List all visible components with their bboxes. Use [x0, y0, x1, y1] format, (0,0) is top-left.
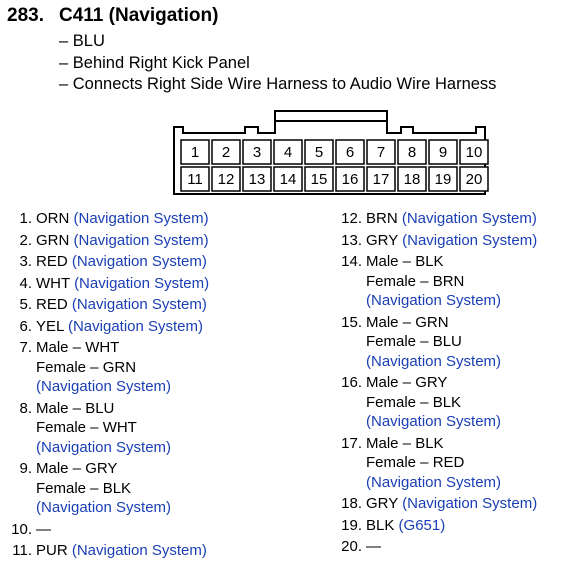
pin-entry-number: 17. [341, 434, 362, 452]
pin-entry [7, 317, 209, 337]
wire-color: GRY [366, 495, 398, 512]
wire-color: BLK [366, 516, 395, 534]
female-wire-color: Female – BLU [366, 333, 462, 350]
pin-number-label: 6 [345, 144, 355, 161]
pin-entry-number: 15. [341, 313, 362, 331]
wire-color: RED [36, 253, 68, 270]
female-wire-color: Female – WHT [36, 419, 137, 436]
system-link[interactable]: (Navigation System) [366, 413, 502, 430]
system-link[interactable]: (Navigation System) [366, 352, 502, 370]
pin-entry-number: 20. [341, 538, 362, 555]
pin-number-label: 9 [438, 144, 448, 161]
connector-details [59, 31, 496, 96]
system-link[interactable]: (Navigation System) [71, 253, 207, 270]
system-link[interactable]: (Navigation System) [401, 210, 537, 227]
wire-color: WHT [36, 274, 70, 292]
pin-number-label: 2 [221, 144, 231, 161]
pin-entry-number: 11. [12, 542, 32, 559]
pin-entry-number: 2. [19, 231, 32, 249]
pin-entry-number: 9. [19, 460, 32, 477]
pin-number-label: 12 [217, 171, 235, 188]
pin-entry-number: 4. [19, 274, 32, 292]
pin-entry-number: 10. [11, 520, 32, 538]
wire-color: — [36, 520, 51, 538]
pin-entry [7, 231, 209, 251]
female-wire-color: Female – RED [366, 454, 465, 471]
pin-entry [7, 209, 209, 229]
pin-entry-number: 18. [341, 495, 362, 512]
female-wire-color: Female – BLK [36, 479, 132, 497]
pin-list-left [7, 209, 209, 563]
pin-entry-number: 16. [341, 374, 362, 391]
pin-entry [7, 541, 209, 561]
pin-number-label: 14 [279, 171, 297, 188]
pin-entry [7, 399, 209, 458]
detail-connects: – Connects Right Side Wire Harness to Audio Wire Harness [59, 75, 497, 93]
pin-entry [337, 494, 537, 514]
system-link[interactable]: (Navigation System) [366, 292, 502, 309]
pin-number-label: 7 [376, 144, 386, 161]
pin-entry [7, 338, 209, 397]
wire-color: RED [36, 296, 68, 313]
pin-number-label: 16 [341, 171, 359, 188]
female-wire-color: Female – GRN [36, 358, 137, 376]
pin-entry [337, 313, 537, 372]
system-link[interactable]: (Navigation System) [73, 210, 209, 227]
system-link[interactable]: (Navigation System) [74, 274, 210, 292]
pin-number-label: 11 [187, 171, 203, 188]
pin-number-label: 17 [372, 171, 390, 188]
male-wire-color: Male – GRY [366, 374, 448, 391]
pin-number-label: 3 [252, 144, 262, 161]
pin-entry [337, 231, 537, 251]
pin-entry-number: 3. [19, 253, 32, 270]
detail-location: – Behind Right Kick Panel [59, 53, 250, 72]
male-wire-color: Male – GRN [366, 313, 449, 331]
system-link[interactable]: (Navigation System) [402, 495, 538, 512]
section-number: 283. [7, 5, 44, 26]
pin-number-label: 15 [310, 171, 328, 188]
pin-entry [7, 459, 209, 518]
system-link[interactable]: (G651) [398, 516, 446, 534]
pin-entry-number: 1. [19, 210, 32, 227]
pin-number-label: 19 [434, 171, 452, 188]
system-link[interactable]: (Navigation System) [71, 542, 207, 559]
pin-number-label: 5 [314, 144, 324, 161]
male-wire-color: Male – BLK [366, 434, 444, 452]
pin-list-right [337, 209, 537, 559]
pin-number-label: 8 [407, 144, 417, 161]
pin-entry-number: 19. [341, 516, 362, 534]
female-wire-color: Female – BRN [366, 272, 465, 290]
pin-number-label: 13 [248, 171, 266, 188]
system-link[interactable]: (Navigation System) [71, 296, 207, 313]
male-wire-color: Male – WHT [36, 339, 120, 356]
pin-entry-number: 8. [19, 399, 32, 417]
pin-entry [337, 434, 537, 493]
pin-entry [337, 537, 537, 557]
pin-entry [337, 373, 537, 432]
connector-diagram [171, 109, 491, 197]
pin-entry-number: 6. [19, 317, 32, 335]
detail-color: – BLU [59, 32, 105, 50]
system-link[interactable]: (Navigation System) [36, 378, 172, 395]
male-wire-color: Male – BLK [366, 253, 444, 270]
page-title [7, 5, 218, 27]
pin-number-label: 18 [403, 171, 421, 188]
pin-entry [337, 252, 537, 311]
pin-entry-number: 5. [19, 296, 32, 313]
wire-color: ORN [36, 210, 70, 227]
system-link[interactable]: (Navigation System) [402, 231, 538, 249]
wire-color: — [366, 538, 381, 555]
pin-entry-number: 14. [341, 253, 362, 270]
pin-entry-number: 13. [341, 231, 362, 249]
pin-number-label: 4 [283, 144, 293, 161]
male-wire-color: Male – BLU [36, 399, 115, 417]
wire-color: PUR [36, 542, 68, 559]
wire-color: YEL [36, 317, 64, 335]
pin-entry [337, 209, 537, 229]
system-link[interactable]: (Navigation System) [36, 499, 172, 516]
connector-title: C411 (Navigation) [59, 5, 219, 26]
pin-entry [7, 295, 209, 315]
system-link[interactable]: (Navigation System) [36, 438, 172, 456]
pin-number-label: 1 [190, 144, 200, 161]
pin-entry-number: 12. [341, 210, 362, 227]
pin-entry [7, 520, 209, 540]
wire-color: GRY [366, 231, 398, 249]
pin-entry [337, 516, 537, 536]
system-link[interactable]: (Navigation System) [73, 231, 209, 249]
wire-color: BRN [366, 210, 398, 227]
pin-number-label: 20 [465, 171, 483, 188]
system-link[interactable]: (Navigation System) [366, 473, 502, 491]
pin-number-label: 10 [465, 144, 483, 161]
female-wire-color: Female – BLK [366, 393, 462, 411]
pin-entry-number: 7. [19, 339, 32, 356]
pin-entry [7, 252, 209, 272]
wire-color: GRN [36, 231, 70, 249]
male-wire-color: Male – GRY [36, 460, 118, 477]
pin-entry [7, 274, 209, 294]
system-link[interactable]: (Navigation System) [67, 317, 204, 335]
